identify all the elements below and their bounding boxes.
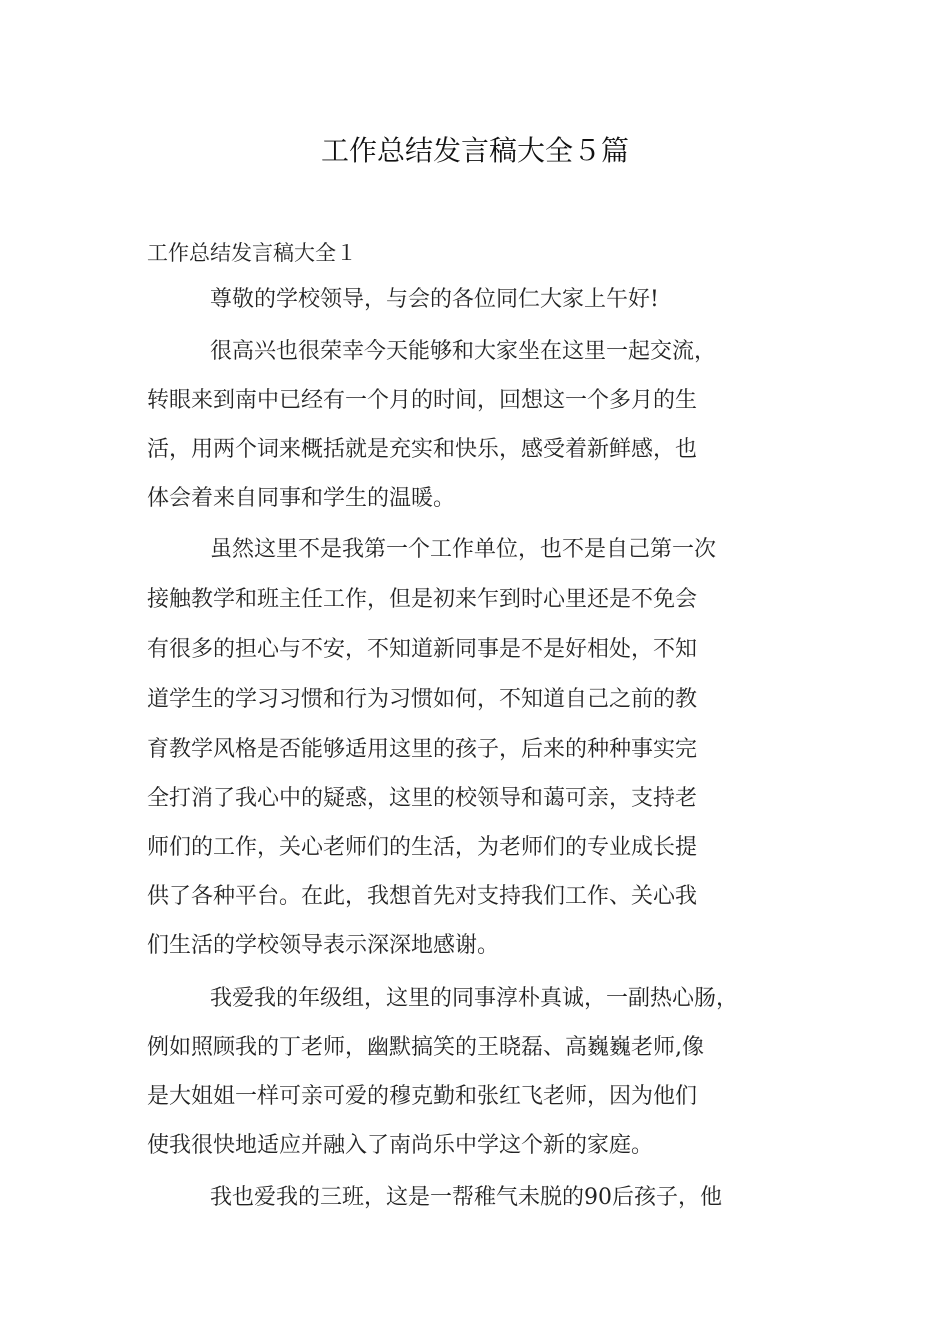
- paragraph-line: 转眼来到南中已经有一个月的时间，回想这一个多月的生: [147, 388, 698, 413]
- paragraph-line: 体会着来自同事和学生的温暖。: [147, 486, 456, 511]
- paragraph-line: 是大姐姐一样可亲可爱的穆克勤和张红飞老师，因为他们: [147, 1084, 698, 1109]
- paragraph-line: 道学生的学习习惯和行为习惯如何，不知道自己之前的教: [147, 687, 698, 712]
- paragraph-line: 我也爱我的三班，这是一帮稚气未脱的90后孩子，他: [210, 1185, 722, 1210]
- paragraph-line: 全打消了我心中的疑惑，这里的校领导和蔼可亲，支持老: [147, 786, 698, 811]
- paragraph-line: 尊敬的学校领导，与会的各位同仁大家上午好!: [210, 287, 659, 312]
- paragraph-line: 我爱我的年级组，这里的同事淳朴真诚，一副热心肠，: [210, 986, 739, 1011]
- paragraph-line: 很高兴也很荣幸今天能够和大家坐在这里一起交流，: [210, 339, 717, 364]
- paragraph-line: 有很多的担心与不安，不知道新同事是不是好相处，不知: [147, 637, 698, 662]
- document-title: 工作总结发言稿大全５篇: [320, 134, 629, 167]
- paragraph-line: 们生活的学校领导表示深深地感谢。: [147, 933, 500, 958]
- paragraph-line: 使我很快地适应并融入了南尚乐中学这个新的家庭。: [147, 1133, 654, 1158]
- paragraph-line: 供了各种平台。在此，我想首先对支持我们工作、关心我: [147, 884, 698, 909]
- paragraph-line: 接触教学和班主任工作，但是初来乍到时心里还是不免会: [147, 587, 698, 612]
- section-heading: 工作总结发言稿大全１: [147, 241, 357, 265]
- paragraph-line: 虽然这里不是我第一个工作单位，也不是自己第一次: [210, 537, 717, 562]
- paragraph-line: 师们的工作，关心老师们的生活，为老师们的专业成长提: [147, 835, 698, 860]
- paragraph-line: 育教学风格是否能够适用这里的孩子，后来的种种事实完: [147, 737, 698, 762]
- paragraph-line: 活，用两个词来概括就是充实和快乐，感受着新鲜感，也: [147, 437, 698, 462]
- paragraph-line: 例如照顾我的丁老师，幽默搞笑的王晓磊、高巍巍老师,像: [147, 1035, 704, 1060]
